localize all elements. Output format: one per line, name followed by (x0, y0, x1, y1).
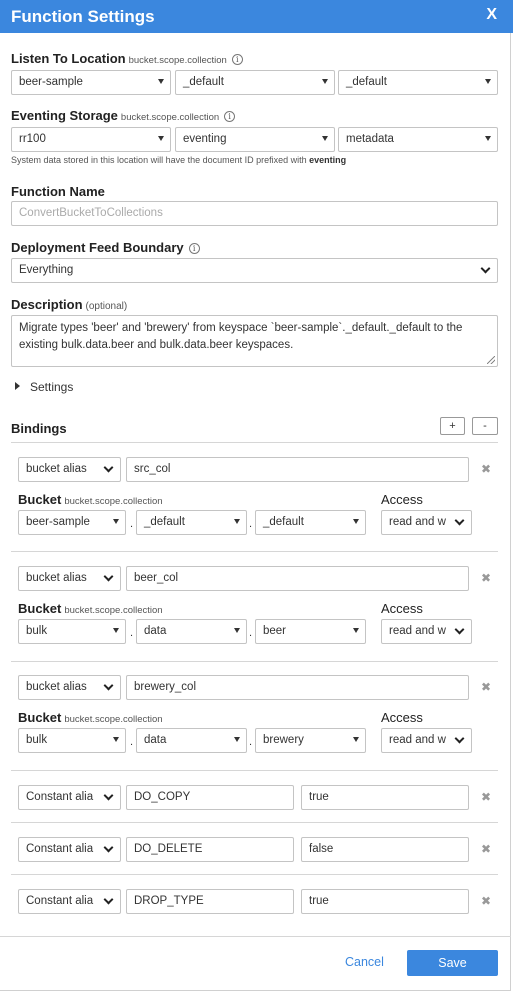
separator-dot: . (130, 627, 134, 639)
chevron-down-icon (104, 681, 114, 691)
description-textarea[interactable]: Migrate types 'beer' and 'brewery' from keyspace `beer-sample`._default._default to the existing bulk.data.beer and bulk.data.beer keyspaces. (11, 315, 498, 367)
remove-binding-icon[interactable]: ✖ (481, 680, 492, 694)
chevron-down-icon (158, 79, 164, 84)
storage-bucket-select[interactable]: rr100 (11, 127, 171, 152)
access-label: Access (381, 601, 423, 616)
constant-value-input[interactable]: true (301, 889, 469, 914)
chevron-down-icon (104, 572, 114, 582)
chevron-down-icon (455, 734, 465, 744)
storage-scope-select[interactable]: eventing (175, 127, 335, 152)
resize-grip-icon[interactable] (487, 356, 495, 364)
chevron-down-icon (455, 625, 465, 635)
chevron-down-icon (113, 628, 119, 633)
separator-dot: . (249, 627, 253, 639)
bucket-label: Bucket bucket.scope.collection (18, 601, 163, 616)
chevron-down-icon (113, 519, 119, 524)
chevron-down-icon (113, 737, 119, 742)
binding-type-select[interactable]: bucket alias (18, 675, 121, 700)
feed-boundary-select[interactable]: Everything (11, 258, 498, 283)
listen-collection-select[interactable]: _default (338, 70, 498, 95)
dialog-header (0, 0, 513, 33)
bindings-label: Bindings (11, 421, 67, 436)
binding-collection-select[interactable]: brewery (255, 728, 366, 753)
info-icon[interactable]: i (189, 243, 200, 254)
divider (11, 661, 498, 662)
chevron-down-icon (104, 791, 114, 801)
binding-alias-input[interactable]: brewery_col (126, 675, 469, 700)
remove-binding-icon[interactable]: ✖ (481, 790, 492, 804)
access-label: Access (381, 492, 423, 507)
chevron-down-icon (104, 895, 114, 905)
remove-binding-icon[interactable]: ✖ (481, 894, 492, 908)
binding-type-select[interactable]: bucket alias (18, 566, 121, 591)
info-icon[interactable]: i (232, 54, 243, 65)
eventing-storage-label: Eventing Storage bucket.scope.collection i (11, 108, 235, 123)
separator-dot: . (130, 518, 134, 530)
binding-access-select[interactable]: read and w (381, 510, 472, 535)
binding-alias-input[interactable]: src_col (126, 457, 469, 482)
binding-bucket-select[interactable]: beer-sample (18, 510, 126, 535)
binding-alias-input[interactable]: beer_col (126, 566, 469, 591)
chevron-down-icon (353, 519, 359, 524)
chevron-down-icon (485, 79, 491, 84)
binding-type-select[interactable]: Constant alia (18, 889, 121, 914)
settings-toggle[interactable]: Settings (15, 380, 73, 394)
chevron-down-icon (485, 136, 491, 141)
binding-type-select[interactable]: bucket alias (18, 457, 121, 482)
function-name-input[interactable]: ConvertBucketToCollections (11, 201, 498, 226)
function-name-label: Function Name (11, 184, 105, 199)
divider (11, 770, 498, 771)
chevron-down-icon (322, 79, 328, 84)
dialog-title: Function Settings (11, 7, 155, 26)
binding-collection-select[interactable]: beer (255, 619, 366, 644)
bucket-label: Bucket bucket.scope.collection (18, 492, 163, 507)
chevron-down-icon (104, 843, 114, 853)
binding-collection-select[interactable]: _default (255, 510, 366, 535)
cancel-button[interactable]: Cancel (345, 955, 384, 969)
constant-value-input[interactable]: true (301, 785, 469, 810)
chevron-down-icon (455, 516, 465, 526)
close-icon[interactable]: X (486, 6, 497, 23)
chevron-down-icon (234, 628, 240, 633)
separator-dot: . (249, 518, 253, 530)
chevron-down-icon (234, 737, 240, 742)
listen-scope-select[interactable]: _default (175, 70, 335, 95)
constant-value-input[interactable]: false (301, 837, 469, 862)
remove-binding-icon[interactable]: ✖ (481, 462, 492, 476)
constant-name-input[interactable]: DROP_TYPE (126, 889, 294, 914)
bucket-label: Bucket bucket.scope.collection (18, 710, 163, 725)
footer-divider (0, 936, 511, 937)
binding-type-select[interactable]: Constant alia (18, 785, 121, 810)
constant-name-input[interactable]: DO_COPY (126, 785, 294, 810)
binding-bucket-select[interactable]: bulk (18, 728, 126, 753)
chevron-down-icon (104, 463, 114, 473)
chevron-down-icon (322, 136, 328, 141)
storage-collection-select[interactable]: metadata (338, 127, 498, 152)
separator-dot: . (130, 736, 134, 748)
storage-help-text: System data stored in this location will have the document ID prefixed with eventing (11, 155, 347, 165)
chevron-down-icon (353, 628, 359, 633)
binding-scope-select[interactable]: data (136, 728, 247, 753)
binding-bucket-select[interactable]: bulk (18, 619, 126, 644)
binding-access-select[interactable]: read and w (381, 619, 472, 644)
separator-dot: . (249, 736, 253, 748)
chevron-down-icon (234, 519, 240, 524)
access-label: Access (381, 710, 423, 725)
chevron-down-icon (481, 264, 491, 274)
remove-binding-button[interactable]: - (472, 417, 498, 435)
divider (11, 442, 498, 443)
divider (11, 551, 498, 552)
chevron-down-icon (158, 136, 164, 141)
caret-right-icon (15, 382, 20, 390)
save-button[interactable]: Save (407, 950, 498, 976)
constant-name-input[interactable]: DO_DELETE (126, 837, 294, 862)
description-label: Description (optional) (11, 297, 128, 312)
binding-scope-select[interactable]: _default (136, 510, 247, 535)
feed-boundary-label: Deployment Feed Boundary i (11, 240, 200, 255)
divider (11, 874, 498, 875)
listen-location-label: Listen To Location bucket.scope.collection i (11, 51, 243, 66)
remove-binding-icon[interactable]: ✖ (481, 842, 492, 856)
listen-bucket-select[interactable]: beer-sample (11, 70, 171, 95)
divider (11, 822, 498, 823)
binding-access-select[interactable]: read and w (381, 728, 472, 753)
chevron-down-icon (353, 737, 359, 742)
info-icon[interactable]: i (224, 111, 235, 122)
binding-scope-select[interactable]: data (136, 619, 247, 644)
add-binding-button[interactable]: + (440, 417, 465, 435)
binding-type-select[interactable]: Constant alia (18, 837, 121, 862)
remove-binding-icon[interactable]: ✖ (481, 571, 492, 585)
